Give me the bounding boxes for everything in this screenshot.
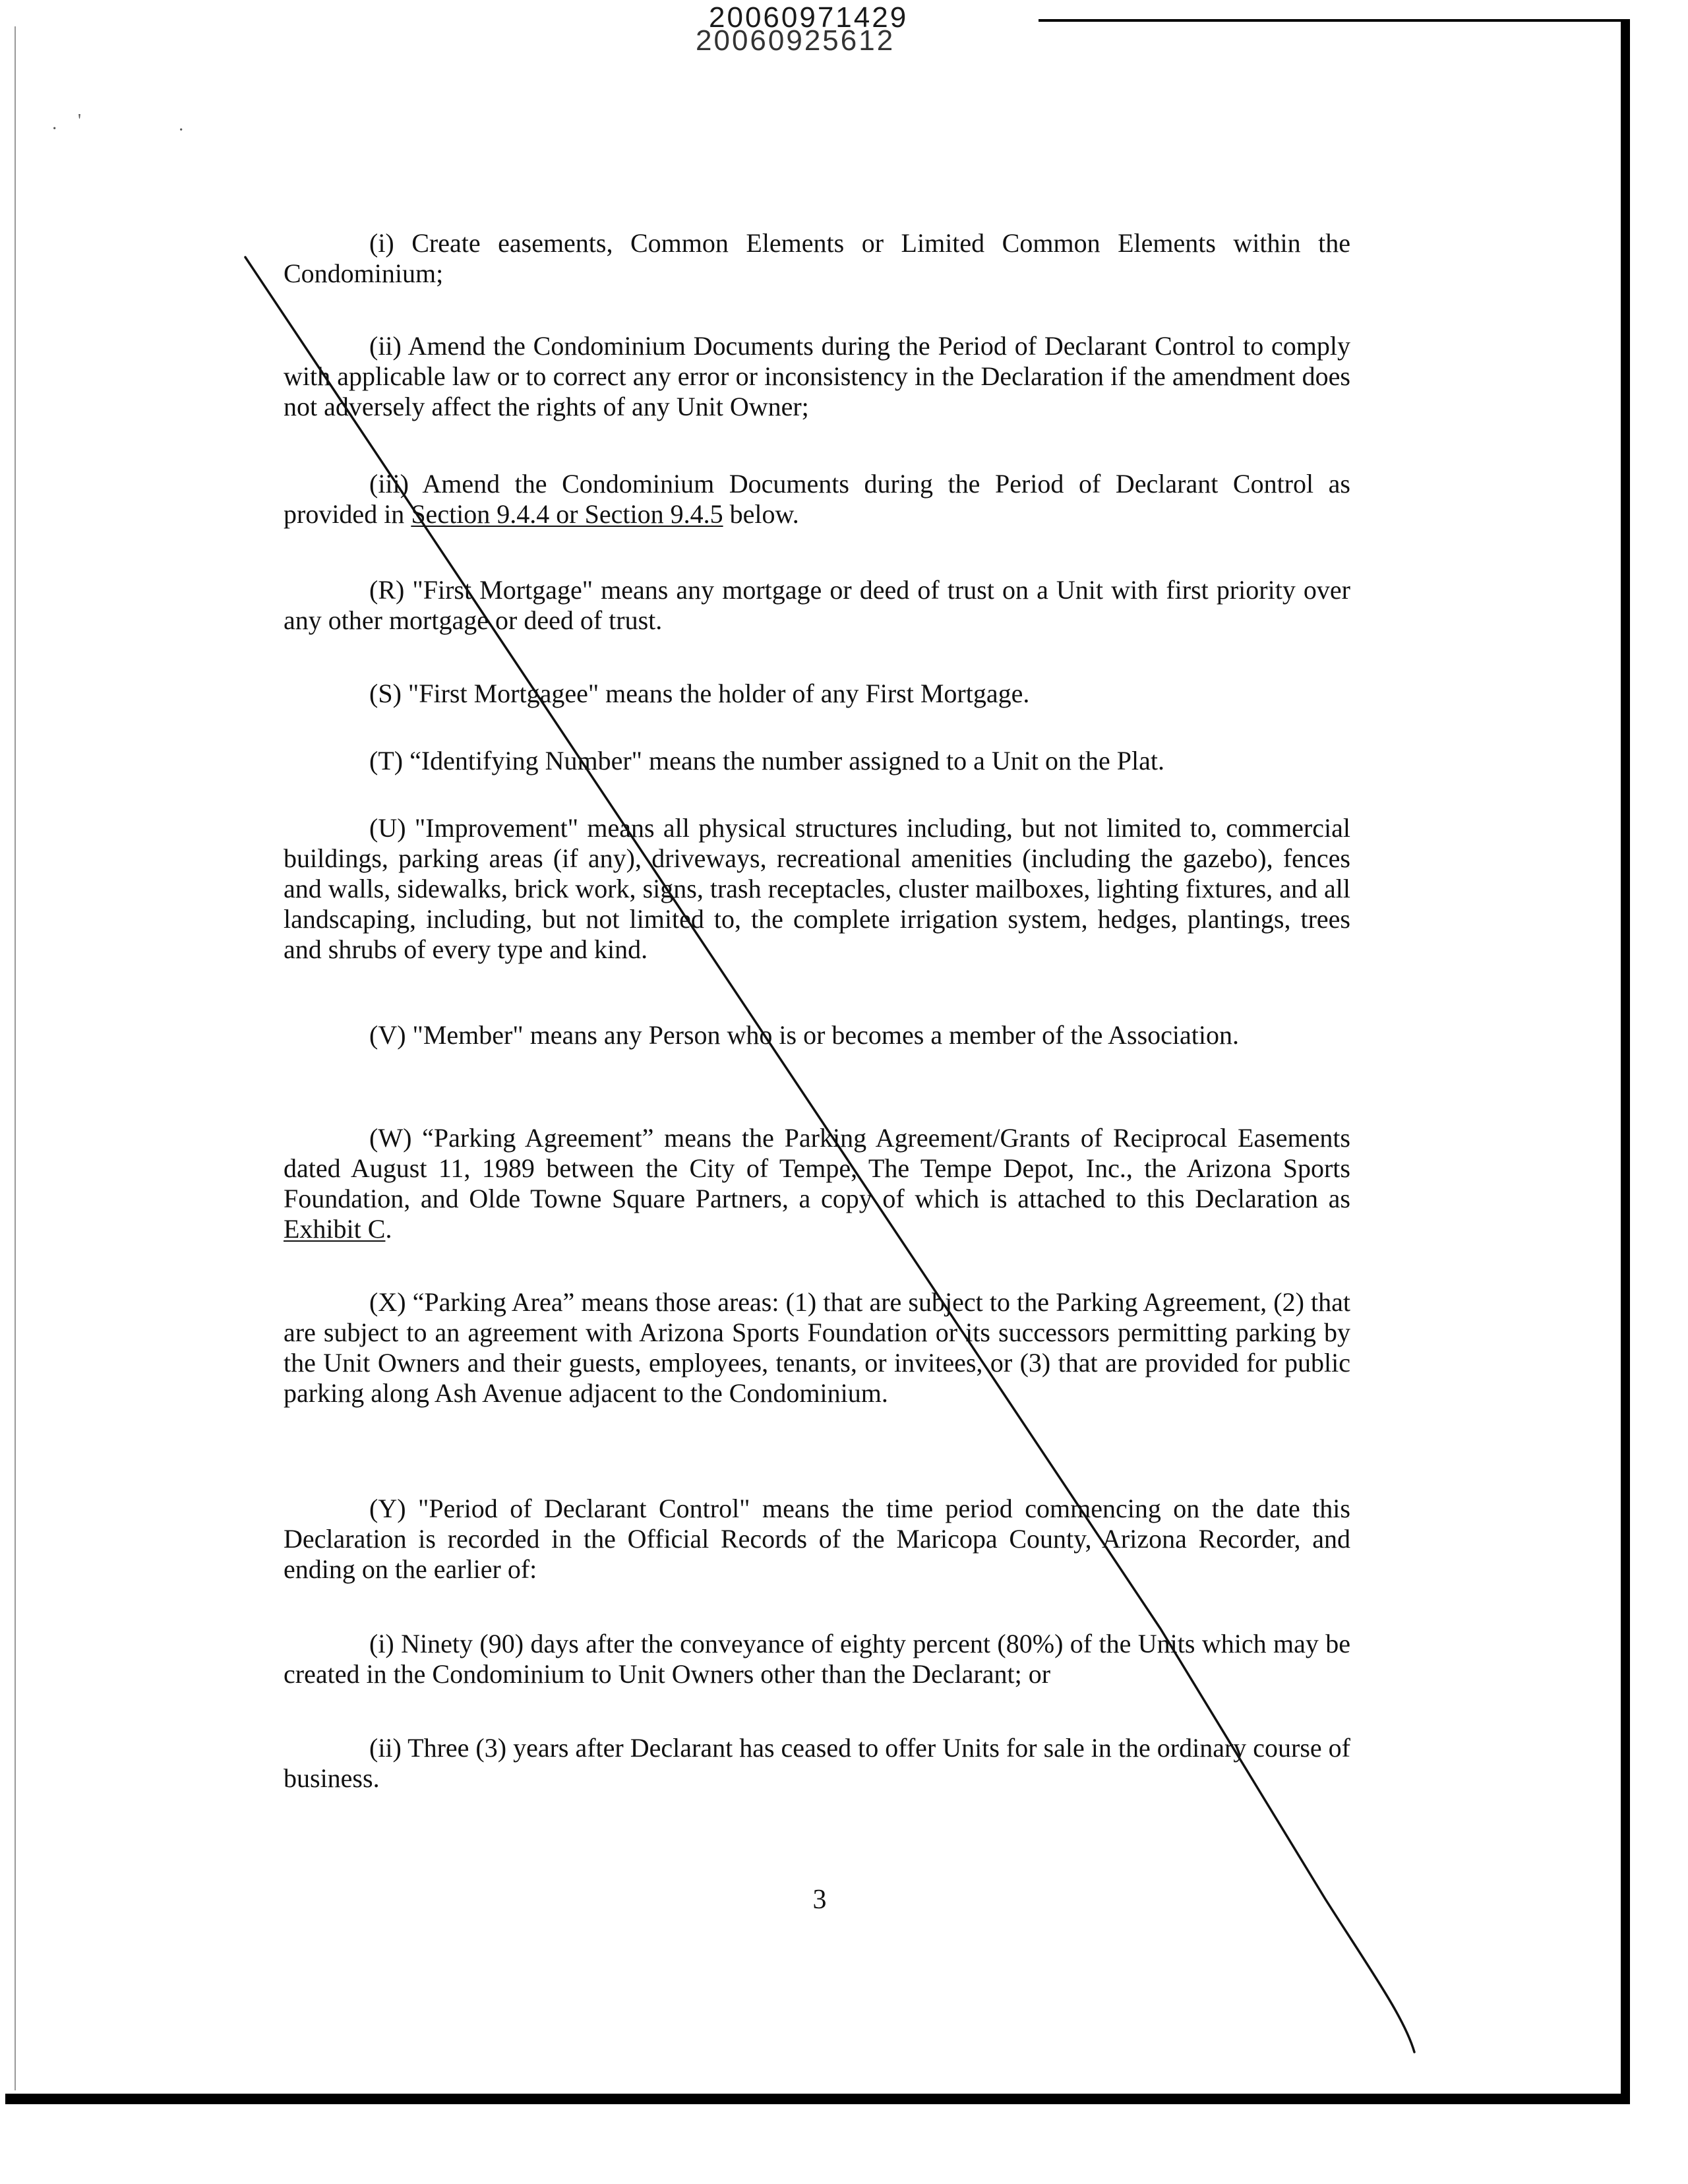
definition-parking-agreement-text: (W) “Parking Agreement” means the Parking Agreement/Grants of Reciprocal Easements dated August 11, 1989 between the City of Tempe, The Tempe Depot, Inc., the Arizona Sports Foundation, and Olde Towne Square Partners, a copy of which is attached to this Declaration as [284, 1123, 1350, 1213]
paragraph-iii [284, 469, 1350, 530]
paragraph-ii-text: (ii) Amend the Condominium Documents during the Period of Declarant Control to comply with applicable law or to correct any error or inconsistency in the Declaration if the amendment does not adversely affect the rights of any Unit Owner; [284, 331, 1350, 421]
paragraph-ii [284, 331, 1350, 422]
right-border-bar [1621, 19, 1630, 2103]
paragraph-i [284, 228, 1350, 289]
definition-parking-agreement [284, 1123, 1350, 1244]
top-border-rule [1039, 19, 1629, 22]
definition-parking-area-text: (X) “Parking Area” means those areas: (1) that are subject to the Parking Agreement, (2) that are subject to an agreement with Arizona Sports Foundation or its successors permitting parking by the Unit Owners and their guests, employees, tenants, or invitees, or (3) that are provided for public parking along Ash Avenue adjacent to the Condominium. [284, 1287, 1350, 1408]
scan-speck: · [51, 119, 58, 139]
definition-first-mortgage [284, 575, 1350, 636]
declarant-control-clause-ii [284, 1733, 1350, 1794]
definition-first-mortgagee [284, 679, 1350, 709]
section-reference-link[interactable]: Section 9.4.4 or Section 9.4.5 [411, 499, 723, 529]
left-scan-edge [15, 26, 16, 2090]
definition-member [284, 1020, 1350, 1050]
definition-improvement [284, 813, 1350, 965]
paragraph-iii-text-end: below. [723, 499, 799, 529]
scan-speck: · [178, 120, 185, 140]
scan-speck: ' [78, 111, 82, 131]
recording-number-primary: 20060971429 [709, 1, 909, 34]
bottom-border-bar [5, 2094, 1630, 2104]
page-number: 3 [812, 1885, 827, 1915]
definition-member-text: (V) "Member" means any Person who is or becomes a member of the Association. [369, 1020, 1240, 1050]
definition-identifying-number [284, 746, 1350, 776]
recording-number-secondary: 20060925612 [696, 24, 895, 57]
exhibit-c-link[interactable]: Exhibit C [284, 1214, 386, 1244]
definition-first-mortgagee-text: (S) "First Mortgagee" means the holder of any First Mortgage. [369, 679, 1030, 708]
declarant-control-clause-ii-text: (ii) Three (3) years after Declarant has ceased to offer Units for sale in the ordinary course of business. [284, 1733, 1350, 1793]
paragraph-iii-text: (iii) Amend the Condominium Documents during the Period of Declarant Control as provided in [284, 469, 1350, 529]
definition-improvement-text: (U) "Improvement" means all physical structures including, but not limited to, commercial buildings, parking areas (if any), driveways, recreational amenities (including the gazebo), fences and walls, sidewalks, brick work, signs, trash receptacles, cluster mailboxes, lighting fixtures, and all landscaping, including, but not limited to, the complete irrigation system, hedges, plantings, trees and shrubs of every type and kind. [284, 813, 1350, 964]
declarant-control-clause-i [284, 1629, 1350, 1689]
definition-period-of-declarant-control [284, 1494, 1350, 1585]
paragraph-i-text: (i) Create easements, Common Elements or Limited Common Elements within the Condominium; [284, 228, 1350, 288]
definition-period-of-declarant-control-text: (Y) "Period of Declarant Control" means the time period commencing on the date this Declaration is recorded in the Official Records of the Maricopa County, Arizona Recorder, and ending on the earlier of: [284, 1494, 1350, 1584]
definition-parking-agreement-text-end: . [385, 1214, 392, 1244]
definition-first-mortgage-text: (R) "First Mortgage" means any mortgage or deed of trust on a Unit with first priority over any other mortgage or deed of trust. [284, 575, 1350, 635]
declarant-control-clause-i-text: (i) Ninety (90) days after the conveyance of eighty percent (80%) of the Units which may be created in the Condominium to Unit Owners other than the Declarant; or [284, 1629, 1350, 1689]
definition-identifying-number-text: (T) “Identifying Number" means the number assigned to a Unit on the Plat. [369, 746, 1165, 775]
definition-parking-area [284, 1287, 1350, 1409]
